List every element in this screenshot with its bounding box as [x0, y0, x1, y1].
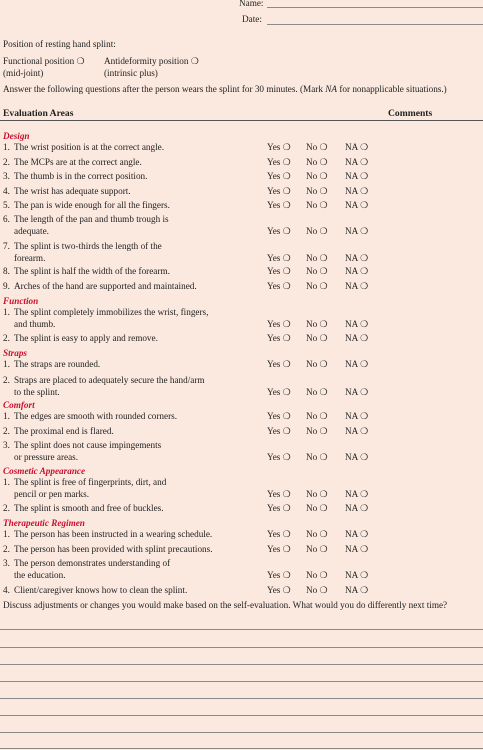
- na-label: NA: [345, 319, 358, 329]
- no-label: No: [306, 426, 318, 436]
- radio-circle-icon[interactable]: ❍: [282, 529, 291, 539]
- radio-circle-icon[interactable]: ❍: [282, 171, 291, 181]
- yes-radio-option[interactable]: [267, 359, 291, 370]
- item-text: The straps are rounded.: [14, 359, 101, 369]
- item-number: 3.: [3, 440, 10, 450]
- radio-circle-icon[interactable]: ❍: [282, 570, 291, 580]
- yes-label: Yes: [267, 266, 281, 276]
- no-radio-option[interactable]: [306, 411, 328, 422]
- na-radio-option[interactable]: [345, 142, 368, 153]
- no-label: No: [306, 142, 318, 152]
- radio-circle-icon[interactable]: ❍: [360, 503, 369, 513]
- antideformity-position-option[interactable]: [104, 56, 199, 67]
- item-text: forearm.: [14, 253, 46, 263]
- radio-circle-icon[interactable]: ❍: [282, 142, 291, 152]
- yes-radio-option[interactable]: [267, 200, 291, 211]
- radio-circle-icon[interactable]: ❍: [319, 186, 328, 196]
- radio-circle-icon[interactable]: ❍: [360, 489, 369, 499]
- item-text: pencil or pen marks.: [14, 489, 90, 499]
- yes-radio-option[interactable]: [267, 426, 291, 437]
- radio-circle-icon[interactable]: ❍: [282, 585, 291, 595]
- na-radio-option[interactable]: [345, 226, 368, 237]
- na-radio-option[interactable]: [345, 281, 368, 292]
- radio-circle-icon[interactable]: ❍: [360, 142, 369, 152]
- item-text: The splint does not cause impingements: [14, 440, 162, 450]
- item-text: The person has been instructed in a wearing schedule.: [14, 529, 213, 539]
- item-text: The wrist position is at the correct angle.: [14, 142, 165, 152]
- na-radio-option[interactable]: [345, 585, 368, 596]
- no-label: No: [306, 570, 318, 580]
- radio-circle-icon[interactable]: ❍: [319, 489, 328, 499]
- item-number: 8.: [3, 266, 10, 276]
- na-label: NA: [345, 411, 358, 421]
- radio-circle-icon[interactable]: ❍: [360, 253, 369, 263]
- no-label: No: [306, 186, 318, 196]
- na-radio-option[interactable]: [345, 253, 368, 264]
- answer-line[interactable]: [0, 664, 483, 665]
- na-radio-option[interactable]: [345, 157, 368, 168]
- no-label: No: [306, 544, 318, 554]
- comments-header: Comments: [388, 108, 433, 119]
- antideformity-position-label: Antideformity position: [104, 56, 189, 66]
- item-text: The splint is two-thirds the length of the: [14, 241, 162, 251]
- no-label: No: [306, 387, 318, 397]
- radio-circle-icon[interactable]: ❍: [282, 226, 291, 236]
- answer-line[interactable]: [0, 647, 483, 648]
- yes-label: Yes: [267, 544, 281, 554]
- item-text: The splint is free of fingerprints, dirt, and: [14, 477, 167, 487]
- no-radio-option[interactable]: [306, 570, 328, 581]
- yes-radio-option[interactable]: [267, 281, 291, 292]
- radio-circle-icon[interactable]: ❍: [319, 544, 328, 554]
- yes-label: Yes: [267, 452, 281, 462]
- yes-radio-option[interactable]: [267, 226, 291, 237]
- item-number: 1.: [3, 142, 10, 152]
- item-text: and thumb.: [14, 319, 56, 329]
- yes-label: Yes: [267, 226, 281, 236]
- radio-circle-icon[interactable]: ❍: [319, 387, 328, 397]
- na-radio-option[interactable]: [345, 426, 368, 437]
- no-radio-option[interactable]: [306, 452, 328, 463]
- na-radio-option[interactable]: [345, 529, 368, 540]
- radio-circle-icon[interactable]: ❍: [282, 411, 291, 421]
- header-rule: [0, 120, 483, 121]
- no-radio-option[interactable]: [306, 585, 328, 596]
- no-label: No: [306, 281, 318, 291]
- yes-label: Yes: [267, 585, 281, 595]
- item-number: 6.: [3, 214, 10, 224]
- radio-circle-icon[interactable]: ❍: [282, 319, 291, 329]
- na-label: NA: [345, 570, 358, 580]
- no-label: No: [306, 359, 318, 369]
- radio-circle-icon[interactable]: ❍: [319, 333, 328, 343]
- radio-circle-icon[interactable]: ❍: [282, 387, 291, 397]
- radio-circle-icon[interactable]: ❍: [319, 171, 328, 181]
- yes-label: Yes: [267, 426, 281, 436]
- na-label: NA: [345, 186, 358, 196]
- radio-circle-icon[interactable]: ❍: [360, 157, 369, 167]
- na-label: NA: [345, 503, 358, 513]
- no-radio-option[interactable]: [306, 359, 328, 370]
- yes-radio-option[interactable]: [267, 171, 291, 182]
- radio-circle-icon[interactable]: ❍: [319, 200, 328, 210]
- no-label: No: [306, 333, 318, 343]
- na-label: NA: [345, 489, 358, 499]
- radio-circle-icon[interactable]: ❍: [360, 281, 369, 291]
- no-radio-option[interactable]: [306, 333, 328, 344]
- no-label: No: [306, 200, 318, 210]
- na-label: NA: [345, 333, 358, 343]
- yes-label: Yes: [267, 387, 281, 397]
- item-text: Arches of the hand are supported and maintained.: [14, 281, 197, 291]
- no-label: No: [306, 452, 318, 462]
- na-label: NA: [345, 266, 358, 276]
- item-text: The splint is easy to apply and remove.: [14, 333, 158, 343]
- radio-circle-icon[interactable]: ❍: [319, 253, 328, 263]
- na-label: NA: [345, 359, 358, 369]
- section-title: Therapeutic Regimen: [3, 518, 85, 528]
- na-radio-option[interactable]: [345, 186, 368, 197]
- radio-circle-icon[interactable]: ❍: [360, 319, 369, 329]
- yes-radio-option[interactable]: [267, 544, 291, 555]
- item-text: adequate.: [14, 226, 49, 236]
- item-number: 7.: [3, 241, 10, 251]
- yes-label: Yes: [267, 186, 281, 196]
- radio-circle-icon[interactable]: ❍: [319, 266, 328, 276]
- no-radio-option[interactable]: [306, 171, 328, 182]
- yes-label: Yes: [267, 411, 281, 421]
- radio-circle-icon[interactable]: ❍: [319, 359, 328, 369]
- yes-label: Yes: [267, 171, 281, 181]
- name-field[interactable]: [267, 7, 483, 8]
- na-label: NA: [345, 253, 358, 263]
- no-radio-option[interactable]: [306, 426, 328, 437]
- yes-radio-option[interactable]: [267, 333, 291, 344]
- radio-circle-icon[interactable]: ❍: [282, 333, 291, 343]
- yes-label: Yes: [267, 529, 281, 539]
- na-radio-option[interactable]: [345, 171, 368, 182]
- radio-circle-icon[interactable]: ❍: [319, 411, 328, 421]
- na-label: NA: [345, 585, 358, 595]
- na-label: NA: [345, 387, 358, 397]
- item-text: The splint is smooth and free of buckles.: [14, 503, 164, 513]
- radio-circle-icon[interactable]: ❍: [360, 426, 369, 436]
- na-label: NA: [345, 226, 358, 236]
- item-text: to the splint.: [14, 387, 60, 397]
- item-text: The person has been provided with splint precautions.: [14, 544, 213, 554]
- item-number: 2.: [3, 503, 10, 513]
- section-title: Design: [3, 131, 30, 141]
- yes-label: Yes: [267, 200, 281, 210]
- no-radio-option[interactable]: [306, 503, 328, 514]
- radio-circle-icon[interactable]: ❍: [360, 333, 369, 343]
- na-radio-option[interactable]: [345, 544, 368, 555]
- answer-line[interactable]: [0, 629, 483, 630]
- radio-circle-icon[interactable]: ❍: [282, 253, 291, 263]
- yes-radio-option[interactable]: [267, 253, 291, 264]
- item-text: The thumb is in the correct position.: [14, 171, 148, 181]
- yes-radio-option[interactable]: [267, 142, 291, 153]
- na-radio-option[interactable]: [345, 200, 368, 211]
- radio-circle-icon[interactable]: ❍: [319, 452, 328, 462]
- radio-circle-icon[interactable]: ❍: [282, 489, 291, 499]
- no-label: No: [306, 171, 318, 181]
- no-label: No: [306, 266, 318, 276]
- radio-circle-icon[interactable]: ❍: [282, 503, 291, 513]
- na-label: NA: [345, 281, 358, 291]
- item-text: The splint completely immobilizes the wrist, fingers,: [14, 307, 209, 317]
- item-text: The splint is half the width of the forearm.: [14, 266, 170, 276]
- item-number: 2.: [3, 426, 10, 436]
- na-radio-option[interactable]: [345, 452, 368, 463]
- section-title: Function: [3, 296, 39, 306]
- no-radio-option[interactable]: [306, 319, 328, 330]
- na-label: NA: [345, 157, 358, 167]
- yes-radio-option[interactable]: [267, 411, 291, 422]
- radio-circle-icon[interactable]: ❍: [319, 281, 328, 291]
- radio-circle-icon[interactable]: ❍: [360, 570, 369, 580]
- na-label: NA: [345, 426, 358, 436]
- yes-label: Yes: [267, 359, 281, 369]
- item-text: The pan is wide enough for all the fingers.: [14, 200, 170, 210]
- no-label: No: [306, 253, 318, 263]
- no-label: No: [306, 585, 318, 595]
- item-text: The MCPs are at the correct angle.: [14, 157, 142, 167]
- yes-label: Yes: [267, 281, 281, 291]
- na-radio-option[interactable]: [345, 333, 368, 344]
- na-label: NA: [345, 544, 358, 554]
- item-number: 3.: [3, 558, 10, 568]
- no-radio-option[interactable]: [306, 142, 328, 153]
- radio-circle-icon[interactable]: ❍: [360, 411, 369, 421]
- no-radio-option[interactable]: [306, 186, 328, 197]
- functional-position-option[interactable]: [3, 56, 85, 67]
- date-field[interactable]: [267, 24, 483, 25]
- item-text: or pressure areas.: [14, 452, 79, 462]
- section-title: Cosmetic Appearance: [3, 466, 86, 476]
- radio-circle-icon[interactable]: ❍: [360, 200, 369, 210]
- radio-circle-icon[interactable]: ❍: [360, 266, 369, 276]
- na-label: NA: [345, 452, 358, 462]
- yes-radio-option[interactable]: [267, 585, 291, 596]
- radio-circle-icon[interactable]: ❍: [319, 142, 328, 152]
- item-number: 5.: [3, 200, 10, 210]
- evaluation-areas-header: Evaluation Areas: [3, 108, 74, 119]
- yes-label: Yes: [267, 570, 281, 580]
- section-title: Comfort: [3, 400, 35, 410]
- yes-radio-option[interactable]: [267, 319, 291, 330]
- na-radio-option[interactable]: [345, 570, 368, 581]
- item-number: 2.: [3, 157, 10, 167]
- no-radio-option[interactable]: [306, 253, 328, 264]
- answer-line[interactable]: [0, 748, 483, 749]
- yes-label: Yes: [267, 253, 281, 263]
- yes-label: Yes: [267, 157, 281, 167]
- no-label: No: [306, 319, 318, 329]
- item-number: 1.: [3, 359, 10, 369]
- no-label: No: [306, 226, 318, 236]
- no-radio-option[interactable]: [306, 489, 328, 500]
- antideformity-position-sub: (intrinsic plus): [104, 68, 158, 78]
- item-text: The length of the pan and thumb trough is: [14, 214, 169, 224]
- antideformity-radio-icon[interactable]: ❍: [190, 56, 199, 66]
- item-number: 1.: [3, 477, 10, 487]
- yes-label: Yes: [267, 142, 281, 152]
- item-text: The wrist has adequate support.: [14, 186, 131, 196]
- instructions: Answer the following questions after the person wears the splint for 30 minutes. (Mark NA for nonapplicable situations.): [3, 84, 447, 94]
- radio-circle-icon[interactable]: ❍: [282, 359, 291, 369]
- radio-circle-icon[interactable]: ❍: [282, 266, 291, 276]
- discussion-question: Discuss adjustments or changes you would make based on the self-evaluation. What would you do differently next time?: [3, 600, 448, 610]
- no-radio-option[interactable]: [306, 226, 328, 237]
- item-number: 4.: [3, 585, 10, 595]
- radio-circle-icon[interactable]: ❍: [282, 281, 291, 291]
- no-radio-option[interactable]: [306, 266, 328, 277]
- na-radio-option[interactable]: [345, 319, 368, 330]
- no-label: No: [306, 157, 318, 167]
- radio-circle-icon[interactable]: ❍: [282, 426, 291, 436]
- radio-circle-icon[interactable]: ❍: [360, 226, 369, 236]
- yes-label: Yes: [267, 319, 281, 329]
- no-label: No: [306, 411, 318, 421]
- radio-circle-icon[interactable]: ❍: [319, 226, 328, 236]
- answer-line[interactable]: [0, 732, 483, 733]
- radio-circle-icon[interactable]: ❍: [360, 171, 369, 181]
- no-label: No: [306, 489, 318, 499]
- item-text: the education.: [14, 570, 66, 580]
- na-label: NA: [345, 142, 358, 152]
- radio-circle-icon[interactable]: ❍: [282, 200, 291, 210]
- no-radio-option[interactable]: [306, 157, 328, 168]
- no-radio-option[interactable]: [306, 387, 328, 398]
- na-radio-option[interactable]: [345, 411, 368, 422]
- yes-radio-option[interactable]: [267, 489, 291, 500]
- item-number: 4.: [3, 186, 10, 196]
- section-title: Straps: [3, 348, 28, 358]
- no-radio-option[interactable]: [306, 529, 328, 540]
- radio-circle-icon[interactable]: ❍: [360, 387, 369, 397]
- radio-circle-icon[interactable]: ❍: [360, 529, 369, 539]
- radio-circle-icon[interactable]: ❍: [319, 585, 328, 595]
- item-text: The proximal end is flared.: [14, 426, 114, 436]
- position-title: Position of resting hand splint:: [3, 39, 116, 49]
- functional-radio-icon[interactable]: ❍: [76, 56, 85, 66]
- item-number: 2.: [3, 544, 10, 554]
- no-label: No: [306, 503, 318, 513]
- radio-circle-icon[interactable]: ❍: [360, 359, 369, 369]
- item-text: Client/caregiver knows how to clean the splint.: [14, 585, 188, 595]
- na-label: NA: [345, 529, 358, 539]
- radio-circle-icon[interactable]: ❍: [360, 544, 369, 554]
- item-number: 1.: [3, 529, 10, 539]
- yes-radio-option[interactable]: [267, 503, 291, 514]
- functional-position-sub: (mid-joint): [3, 68, 44, 78]
- yes-radio-option[interactable]: [267, 452, 291, 463]
- item-number: 3.: [3, 171, 10, 181]
- date-label: Date:: [242, 14, 262, 24]
- na-radio-option[interactable]: [345, 266, 368, 277]
- radio-circle-icon[interactable]: ❍: [319, 426, 328, 436]
- name-label: Name:: [239, 0, 264, 8]
- yes-radio-option[interactable]: [267, 529, 291, 540]
- yes-radio-option[interactable]: [267, 186, 291, 197]
- radio-circle-icon[interactable]: ❍: [319, 319, 328, 329]
- answer-line[interactable]: [0, 715, 483, 716]
- answer-line[interactable]: [0, 698, 483, 699]
- yes-label: Yes: [267, 333, 281, 343]
- item-number: 2.: [3, 333, 10, 343]
- no-radio-option[interactable]: [306, 281, 328, 292]
- yes-radio-option[interactable]: [267, 157, 291, 168]
- radio-circle-icon[interactable]: ❍: [360, 452, 369, 462]
- functional-position-label: Functional position: [3, 56, 75, 66]
- radio-circle-icon[interactable]: ❍: [319, 157, 328, 167]
- yes-label: Yes: [267, 489, 281, 499]
- radio-circle-icon[interactable]: ❍: [319, 570, 328, 580]
- yes-label: Yes: [267, 503, 281, 513]
- item-text: The edges are smooth with rounded corners.: [14, 411, 178, 421]
- radio-circle-icon[interactable]: ❍: [282, 157, 291, 167]
- na-radio-option[interactable]: [345, 503, 368, 514]
- item-number: 9.: [3, 281, 10, 291]
- radio-circle-icon[interactable]: ❍: [319, 503, 328, 513]
- na-label: NA: [345, 171, 358, 181]
- yes-radio-option[interactable]: [267, 570, 291, 581]
- item-number: 1.: [3, 411, 10, 421]
- radio-circle-icon[interactable]: ❍: [319, 529, 328, 539]
- item-number: 2.: [3, 375, 10, 385]
- radio-circle-icon[interactable]: ❍: [360, 585, 369, 595]
- no-label: No: [306, 529, 318, 539]
- no-radio-option[interactable]: [306, 544, 328, 555]
- na-radio-option[interactable]: [345, 489, 368, 500]
- radio-circle-icon[interactable]: ❍: [360, 186, 369, 196]
- radio-circle-icon[interactable]: ❍: [282, 186, 291, 196]
- item-text: The person demonstrates understanding of: [14, 558, 171, 568]
- no-radio-option[interactable]: [306, 200, 328, 211]
- answer-line[interactable]: [0, 681, 483, 682]
- na-label: NA: [345, 200, 358, 210]
- item-number: 1.: [3, 307, 10, 317]
- yes-radio-option[interactable]: [267, 266, 291, 277]
- item-text: Straps are placed to adequately secure the hand/arm: [14, 375, 205, 385]
- radio-circle-icon[interactable]: ❍: [282, 544, 291, 554]
- radio-circle-icon[interactable]: ❍: [282, 452, 291, 462]
- na-radio-option[interactable]: [345, 387, 368, 398]
- yes-radio-option[interactable]: [267, 387, 291, 398]
- na-radio-option[interactable]: [345, 359, 368, 370]
